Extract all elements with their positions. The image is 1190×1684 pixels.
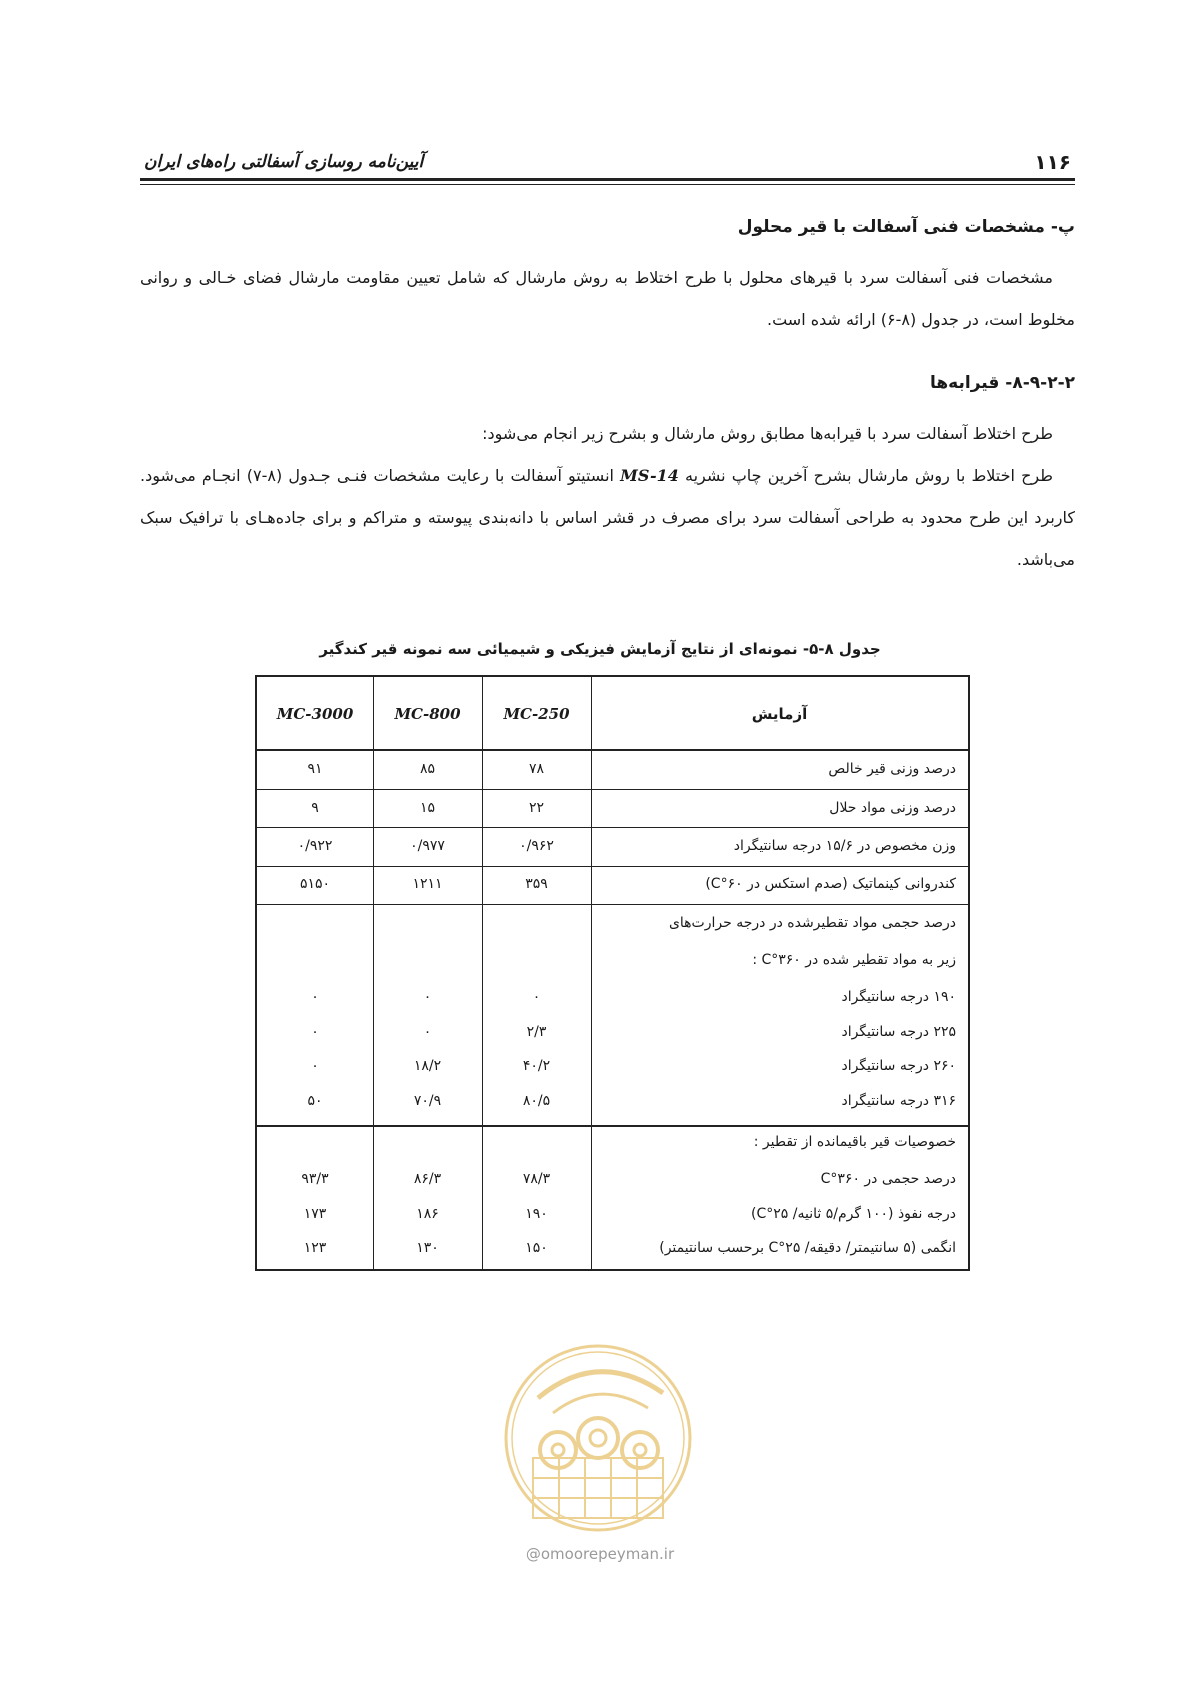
row-divider — [257, 866, 968, 867]
group-title-line2: زیر به مواد تقطیر شده در ۳۶۰°C : — [752, 952, 956, 968]
book-title: آیین‌نامه روسازی آسفالتی راه‌های ایران — [144, 152, 424, 172]
header-mc800: MC-800 — [394, 705, 461, 723]
publication-code: MS-14 — [620, 466, 679, 485]
page-header — [140, 150, 1075, 172]
header-test: آزمایش — [751, 705, 808, 723]
page-number: ۱۱۶ — [1034, 150, 1071, 174]
header-divider — [257, 749, 968, 751]
seal-emblem-icon — [498, 1338, 698, 1538]
column-divider — [591, 677, 592, 1269]
watermark-logo — [498, 1338, 698, 1538]
section-heading-emulsions: ۸-۹-۲-۲- قیرابه‌ها — [930, 373, 1075, 393]
paragraph-text: مشخصات فنی آسفالت سرد با قیرهای محلول با طرح اختلاط به روش مارشال که شامل تعیین مقاومت مارشال فضای خـالی و روانی مخلوط است، در جدول (۸-۶) ارائه شده است. — [140, 268, 1075, 329]
results-table: MC-3000 MC-800 MC-250 آزمایش درصد وزنی قیر خالص ۷۸ ۸۵ ۹۱ درصد وزنی مواد حلال ۲۲ ۱۵ ۹ وزن مخصوص در ۱۵/۶ درجه سانتیگراد ۰/۹۶۲ ۰/۹۷۷ ۰/۹۲۲ کندروانی کینماتیک (صدم استکس در ۶۰°C) ۳۵۹ ۱۲۱۱ ۵۱۵۰ درصد حجمی مواد تقطیرشده در درجه حرارت‌های زیر به مواد تقطیر شده در ۳۶۰°C : ۱۹۰ درجه سانتیگراد ۰ ۰ ۰ ۲۲۵ درجه سانتیگراد ۲/۳ ۰ ۰ ۲۶۰ درجه سانتیگراد ۴۰/۲ ۱۸/۲ ۰ ۳۱۶ درجه سانتیگراد ۸۰/۵ ۷۰/۹ ۵۰ خصوصیات قیر باقیمانده از تقطیر : درصد حجمی در ۳۶۰°C ۷۸/۳ ۸۶/۳ ۹۳/۳ درجه نفوذ (۱۰۰ گرم/۵ ثانیه/ ۲۵°C) ۱۹۰ ۱۸۶ ۱۷۳ انگمی (۵ سانتیمتر/ دقیقه/ ۲۵°C برحسب سانتیمتر) ۱۵۰ ۱۳۰ ۱۲۳ — [255, 675, 970, 1271]
paragraph-text-1: طرح اختلاط آسفالت سرد با قیرابه‌ها مطابق روش مارشال و بشرح زیر انجام می‌شود: — [482, 424, 1053, 443]
row-divider — [257, 904, 968, 905]
group-title: خصوصیات قیر باقیمانده از تقطیر : — [753, 1134, 956, 1150]
header-mc250: MC-250 — [503, 705, 570, 723]
table-caption: جدول ۸-۵- نمونه‌ای از نتایج آزمایش فیزیکی و شیمیائی سه نمونه قیر کندگیر — [319, 640, 881, 658]
section-paragraph-bitumen-cutback — [140, 257, 1075, 341]
group-title-line1: درصد حجمی مواد تقطیرشده در درجه حرارت‌های — [668, 915, 956, 931]
section-paragraph-emulsions — [140, 413, 1075, 581]
section-heading-bitumen-cutback: پ- مشخصات فنی آسفالت با قیر محلول — [737, 217, 1075, 237]
watermark-url: @omoorepeyman.ir — [525, 1545, 675, 1563]
header-rule-thick — [140, 178, 1075, 181]
header-rule-thin — [140, 184, 1075, 185]
header-mc3000: MC-3000 — [276, 705, 354, 723]
paragraph-text-2: طرح اختلاط با روش مارشال بشرح آخرین چاپ نشریه MS-14 انستیتو آسفالت با رعایت مشخصات فنـی جـدول (۸-۷) انجـام می‌شود. کاربرد این طرح محدود به طراحی آسفالت سرد برای مصرف در قشر اساس با دانه‌بندی پیوسته و متراکم و برای جاده‌هـای با ترافیک سبک می‌باشد. — [140, 466, 1075, 569]
row-divider — [257, 827, 968, 828]
group-divider — [257, 1125, 968, 1127]
row-divider — [257, 789, 968, 790]
